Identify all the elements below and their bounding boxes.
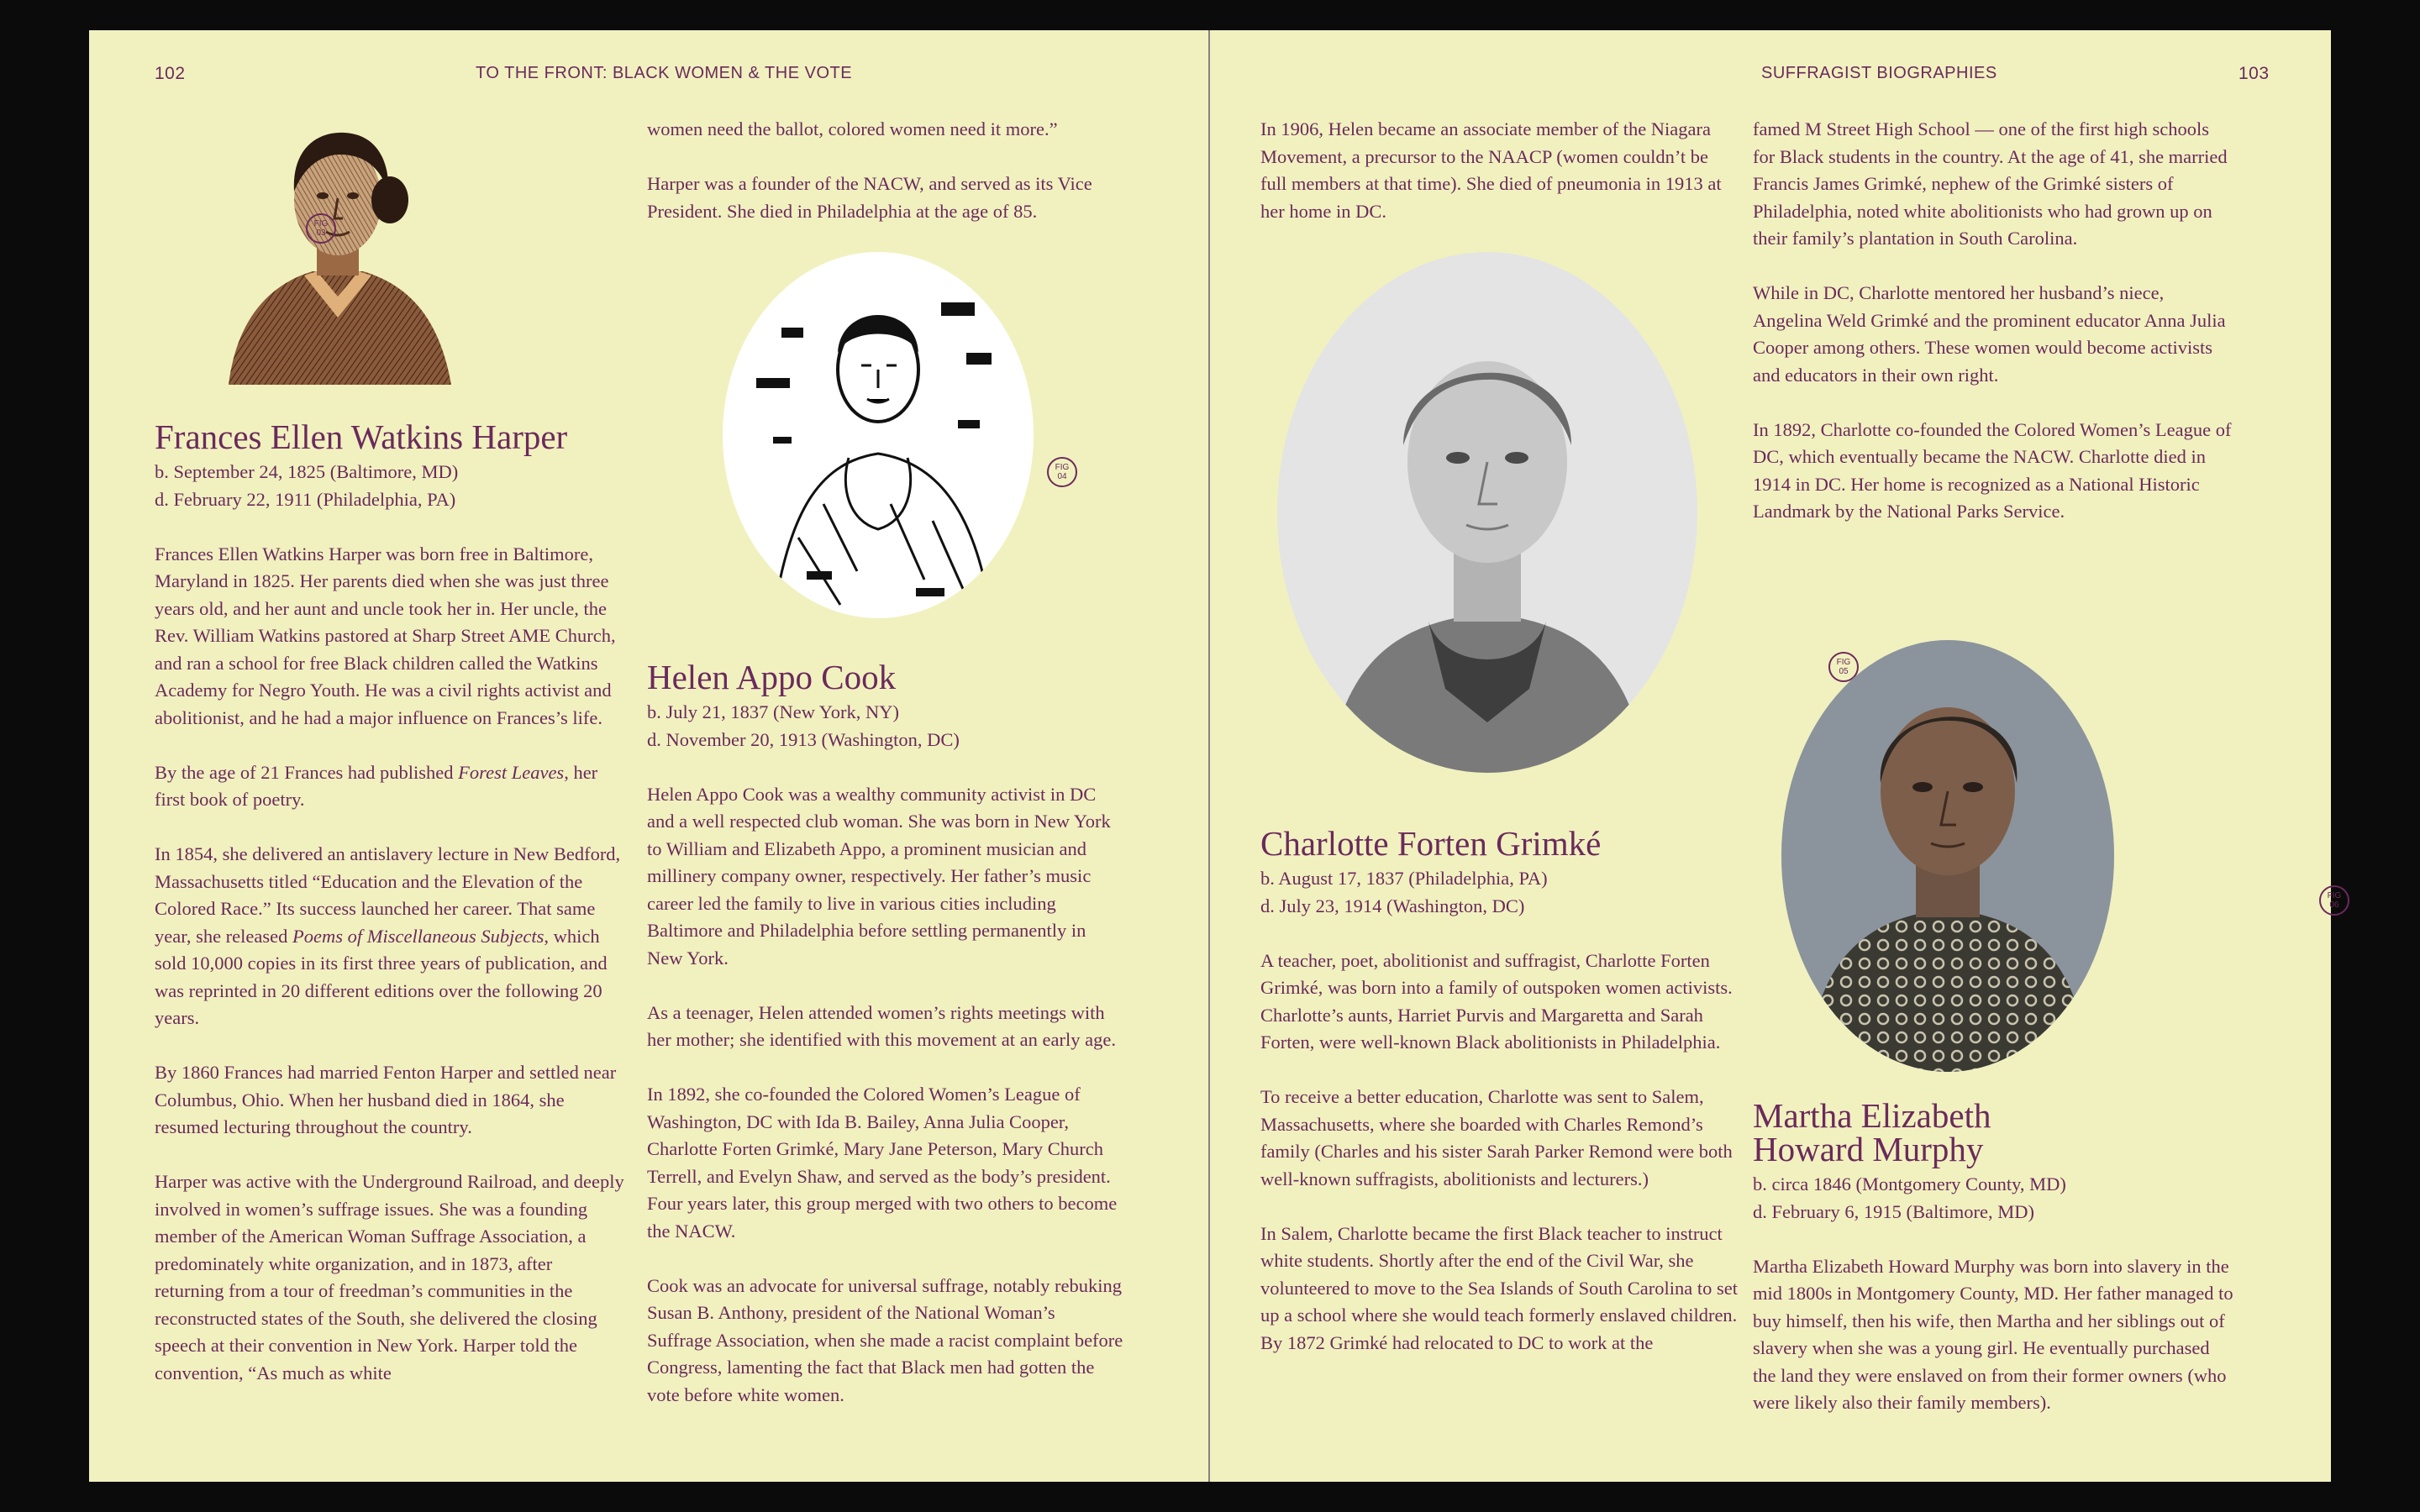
- page-number-right: 103: [2238, 64, 2270, 83]
- figure-marker-06: FIG 06: [2319, 885, 2349, 916]
- harper-death: d. February 22, 1911 (Philadelphia, PA): [155, 488, 456, 510]
- running-head-right: SUFFRAGIST BIOGRAPHIES: [1761, 64, 1997, 82]
- murphy-photo-image: [1781, 640, 2114, 1072]
- book-title-poems: Poems of Miscellaneous Subjects: [292, 925, 544, 947]
- grimke-continuation: [1753, 116, 2235, 526]
- harper-paragraph-3: In 1854, she delivered an antislavery lecture in New Bedford, Massachusetts titled “Education and the Elevation of the Colored Race.” Its success launched her career. That same year, she released Poems of Miscellaneous Subjects, which sold 10,000 copies in its first three years of publication, and was reprinted in 20 different editions over the following 20 years.: [155, 843, 621, 1028]
- harper-paragraph-1: Frances Ellen Watkins Harper was born free in Baltimore, Maryland in 1825. Her parents died when she was just three years old, and her aunt and uncle took her in. Her uncle, the Rev. William Watkins pastored at Sharp Street AME Church, and ran a school for free Black children called the Watkins Academy for Negro Youth. He was a civil rights activist and abolitionist, and he had a major influence on Frances’s life.: [155, 543, 616, 728]
- cook-portrait: [723, 252, 1034, 618]
- figure-marker-03: FIG 03: [306, 213, 336, 244]
- grimke-name: Charlotte Forten Grimké: [1260, 824, 1602, 863]
- grimke-birth: b. August 17, 1837 (Philadelphia, PA): [1260, 868, 1548, 889]
- murphy-death: d. February 6, 1915 (Baltimore, MD): [1753, 1200, 2034, 1222]
- murphy-name-line-2: Howard Murphy: [1753, 1130, 1984, 1168]
- cook-continuation: [1260, 116, 1738, 225]
- harper-continuation: [647, 116, 1124, 225]
- book-title-forest-leaves: Forest Leaves: [458, 761, 565, 783]
- harper-birth: b. September 24, 1825 (Baltimore, MD): [155, 461, 459, 482]
- grimke-continuation-1: famed M Street High School — one of the first high schools for Black students in the country. At the age of 41, she married Francis James Grimké, nephew of the Grimké sisters of Philadelphia, noted white abolitionists who had grown up on their family’s plantation in South Carolina.: [1753, 118, 2228, 249]
- grimke-paragraph-4: By 1872 Grimké had relocated to DC to work at the: [1260, 1331, 1654, 1353]
- harper-paragraph-5: Harper was active with the Underground Railroad, and deeply involved in women’s suffrage issues. She was a founding member of the American Woman Suffrage Association, a predominately white organization, and in 1873, after returning from a tour of freedman’s communities in the reconstructed states of the South, she delivered the closing speech at their convention in New York. Harper told the convention, “As much as white: [155, 1171, 624, 1383]
- grimke-paragraph-3: In Salem, Charlotte became the first Black teacher to instruct white students. Shortly after the end of the Civil War, she volunteered to move to the Sea Islands of South Carolina to set up a school where she would teach formerly enslaved children.: [1260, 1222, 1739, 1326]
- harper-name: Frances Ellen Watkins Harper: [155, 417, 568, 456]
- grimke-continuation-3: In 1892, Charlotte co-founded the Colored Women’s League of DC, which eventually became the NACW. Charlotte died in 1914 in DC. Her home is recognized as a National Historic Landmark by the National Parks Service.: [1753, 418, 2232, 522]
- murphy-portrait: [1781, 640, 2114, 1072]
- harper-engraving-image: [212, 99, 464, 391]
- murphy-name-line-1: Martha Elizabeth: [1753, 1096, 1991, 1135]
- murphy-birth: b. circa 1846 (Montgomery County, MD): [1753, 1173, 2066, 1194]
- grimke-portrait: [1277, 252, 1697, 773]
- grimke-death: d. July 23, 1914 (Washington, DC): [1260, 895, 1525, 916]
- harper-paragraph-4: By 1860 Frances had married Fenton Harper and settled near Columbus, Ohio. When her husband died in 1864, she resumed lecturing throughout the country.: [155, 1062, 617, 1137]
- cook-paragraph-2: As a teenager, Helen attended women’s rights meetings with her mother; she identified with this movement at an early age.: [647, 1001, 1116, 1050]
- cook-name: Helen Appo Cook: [647, 658, 897, 696]
- cook-paragraph-4: Cook was an advocate for universal suffrage, notably rebuking Susan B. Anthony, president of the National Woman’s Suffrage Association, when she made a racist complaint before Congress, lamenting the fact that Black men had gotten the vote before white women.: [647, 1274, 1123, 1405]
- cook-paragraph-1: Helen Appo Cook was a wealthy community activist in DC and a well respected club woman. She was born in New York to William and Elizabeth Appo, a prominent musician and millinery company owner, respectively. Her father’s music career led the family to live in various cities including Baltimore and Philadelphia before settling permanently in New York.: [647, 783, 1111, 969]
- figure-marker-04: FIG 04: [1047, 457, 1077, 487]
- cook-bio: [647, 660, 1124, 1409]
- cook-paragraph-3: In 1892, she co-founded the Colored Women’s League of Washington, DC with Ida B. Bailey, Anna Julia Cooper, Charlotte Forten Grimké, Mary Jane Peterson, Mary Church Terrell, and Evelyn Shaw, and served as the body’s president. Four years later, this group merged with two others to become the NACW.: [647, 1084, 1118, 1242]
- cook-continuation-paragraph: In 1906, Helen became an associate member of the Niagara Movement, a precursor to the NAACP (women couldn’t be full members at that time). She died of pneumonia in 1913 at her home in DC.: [1260, 118, 1722, 222]
- cook-death: d. November 20, 1913 (Washington, DC): [647, 728, 960, 750]
- harper-paragraph-2: By the age of 21 Frances had published Forest Leaves, her first book of poetry.: [155, 761, 598, 810]
- harper-portrait: [212, 99, 464, 391]
- figure-marker-05: FIG 05: [1828, 652, 1859, 682]
- harper-continuation-1: women need the ballot, colored women need it more.”: [647, 118, 1058, 139]
- page-right: [1210, 30, 2342, 1482]
- grimke-paragraph-2: To receive a better education, Charlotte was sent to Salem, Massachusetts, where she boarded with Charles Remond’s family (Charles and his sister Sarah Parker Remond were both well-known suffragists, abolitionists and lecturers.): [1260, 1086, 1733, 1189]
- harper-bio: [155, 417, 625, 1387]
- page-left: [89, 30, 1208, 1482]
- grimke-continuation-2: While in DC, Charlotte mentored her husband’s niece, Angelina Weld Grimké and the prominent educator Anna Julia Cooper among others. These women would become activists and educators in their own right.: [1753, 282, 2226, 386]
- murphy-bio: [1753, 1096, 2235, 1417]
- murphy-paragraph-1: Martha Elizabeth Howard Murphy was born into slavery in the mid 1800s in Montgomery County, MD. Her father managed to buy himself, then his wife, then Martha and her siblings out of slavery when she was a young girl. He eventually purchased the land they were enslaved on from their former owners (who were likely also their family members).: [1753, 1255, 2233, 1413]
- running-head-left: TO THE FRONT: BLACK WOMEN & THE VOTE: [476, 64, 853, 82]
- cook-birth: b. July 21, 1837 (New York, NY): [647, 701, 900, 722]
- page-number-left: 102: [155, 64, 186, 83]
- grimke-paragraph-1: A teacher, poet, abolitionist and suffragist, Charlotte Forten Grimké, was born into a family of outspoken women activists. Charlotte’s aunts, Harriet Purvis and Margaretta and Sarah Forten, were well-known Black abolitionists in Philadelphia.: [1260, 949, 1733, 1053]
- grimke-bio: [1260, 824, 1739, 1357]
- cook-sketch-image: [723, 252, 1034, 618]
- harper-continuation-2: Harper was a founder of the NACW, and served as its Vice President. She died in Philadelphia at the age of 85.: [647, 173, 1092, 222]
- grimke-photo-image: [1277, 252, 1697, 773]
- book-spread: [89, 30, 2342, 1482]
